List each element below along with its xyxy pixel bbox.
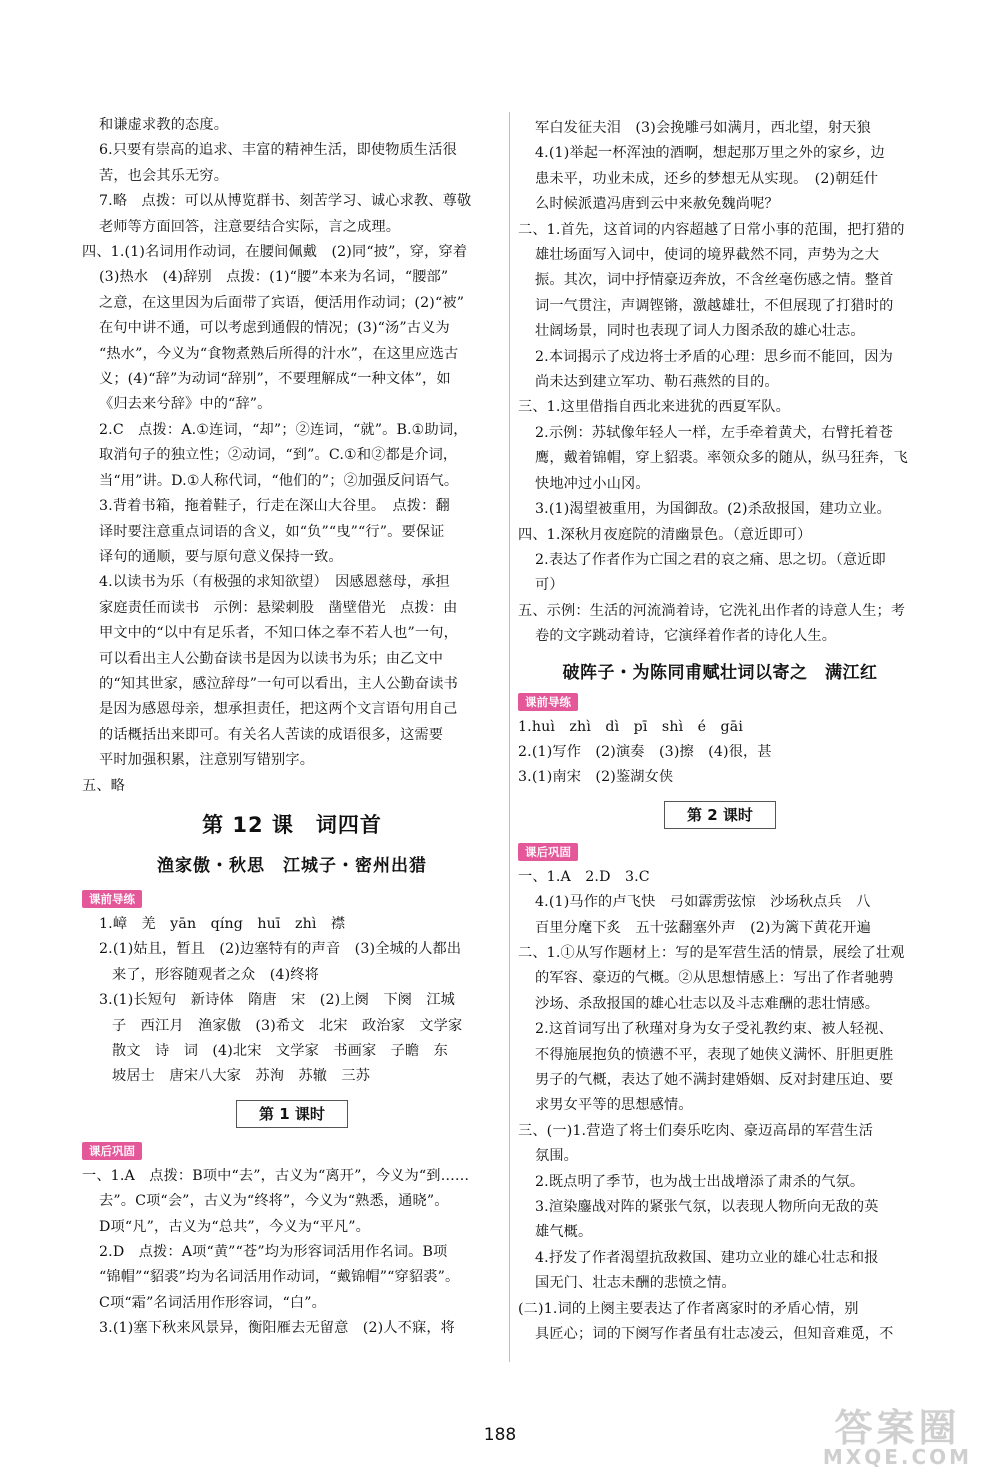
answer-line: 和谦虚求教的态度。 <box>99 117 229 133</box>
session-label: 第 1 课时 <box>236 1100 348 1128</box>
answer-line: 是因为感恩母亲，想承担责任，把这两个文言语句用自己 <box>99 701 458 718</box>
answer-line: 求男女平等的思想感情。 <box>535 1097 693 1114</box>
watermark-url: MXQE.COM <box>822 1445 973 1469</box>
answer-line: 雄气概。 <box>535 1224 593 1241</box>
answer-line: 《归去来兮辞》中的“辞”。 <box>99 396 272 413</box>
answer-line: 甲文中的“以中有足乐者，不知口体之奉不若人也”一句， <box>99 625 458 642</box>
post-lesson-answers <box>82 1164 502 1342</box>
post-lesson-answers <box>518 865 922 1348</box>
page-number: 188 <box>483 1425 517 1445</box>
answer-line: 词一气贯注，声调铿锵，激越雄壮，不但展现了打猎时的 <box>535 297 894 314</box>
answer-line: 3.渲染鏖战对阵的紧张气氛，以表现人物所向无敌的英 <box>535 1199 879 1216</box>
section-tag-post: 课后巩固 <box>82 1142 142 1160</box>
section-tag-pre: 课前导练 <box>82 890 142 908</box>
answer-line: 3.(1)南宋 (2)鉴湖女侠 <box>518 769 674 786</box>
answer-line: 患未平，功业未成，还乡的梦想无从实现。 (2)朝廷什 <box>535 170 879 187</box>
answer-line: 一、1.A 点拨：B项中“去”，古义为“离开”，今义为“到…… <box>82 1167 470 1184</box>
answer-line: 军白发征夫泪 (3)会挽雕弓如满月，西北望，射天狼 <box>535 120 871 136</box>
answer-line: 氛围。 <box>535 1148 579 1165</box>
right-column <box>518 116 922 1347</box>
answer-line: D项“凡”，古义为“总共”，今义为“平凡”。 <box>99 1218 371 1235</box>
answer-line: 译时要注意重点词语的含义，如“负”“曳”“行”。要保证 <box>99 523 445 540</box>
answer-line: 4.(1)马作的卢飞快 弓如霹雳弦惊 沙场秋点兵 八 <box>535 894 871 911</box>
answer-line: 五、示例：生活的河流淌着诗，它洗礼出作者的诗意人生；考 <box>518 602 906 619</box>
pre-lesson-answers <box>518 715 922 791</box>
answer-line: 的“知其世家，感泣辞母”一句可以看出，主人公勤奋读书 <box>99 675 458 692</box>
section-tag-post: 课后巩固 <box>518 843 578 861</box>
watermark-logo-text: 答案圈 <box>834 1406 961 1450</box>
answer-line: 苦，也会其乐无穷。 <box>99 167 229 184</box>
left-column <box>82 113 502 1342</box>
right-answers-block <box>518 116 922 650</box>
answer-line: 2.C 点拨：A.①连词，“却”；②连词，“就”。B.①助词， <box>99 421 468 438</box>
section-tag-pre: 课前导练 <box>518 693 578 711</box>
answer-line: 三、(一)1.营造了将士们奏乐吃肉、豪迈高昂的军营生活 <box>518 1122 873 1139</box>
answer-line: 2.(1)姑且，暂且 (2)边塞特有的声音 (3)全城的人都出 <box>99 941 462 958</box>
answer-line: 一、1.A 2.D 3.C <box>518 868 650 885</box>
poem-title: 破阵子・为陈同甫赋壮词以寄之 满江红 <box>562 662 878 683</box>
answer-line: 义；(4)“辞”为动词“辞别”，不要理解成“一种文体”，如 <box>99 371 451 388</box>
answer-line: 的话概括出来即可。有关名人苦读的成语很多，这需要 <box>99 726 444 743</box>
answer-line: 1.huì zhì dì pī shì é gāi <box>518 718 744 735</box>
column-divider <box>509 112 510 1362</box>
answer-line: 么时候派遣冯唐到云中来赦免魏尚呢？ <box>535 196 779 213</box>
pre-lesson-answers <box>82 912 502 1090</box>
answer-line: 平时加强积累，注意别写错别字。 <box>99 752 315 769</box>
answer-line: 2.(1)写作 (2)演奏 (3)擦 (4)很，甚 <box>518 743 772 760</box>
answer-line: 3.(1)长短句 新诗体 隋唐 宋 (2)上阕 下阕 江城 <box>99 992 456 1009</box>
answer-line: 男子的气概，表达了她不满封建婚姻、反对封建压迫、要 <box>535 1072 894 1088</box>
answer-line: “锦帽”“貂裘”均为名词活用作动词，“戴锦帽”“穿貂裘”。 <box>99 1269 460 1286</box>
watermark-logo <box>805 1395 990 1473</box>
answer-line: 三、1.这里借指自西北来进犹的西夏军队。 <box>518 399 790 416</box>
answer-line: 子 西江月 渔家傲 (3)希文 北宋 政治家 文学家 <box>112 1017 463 1034</box>
answer-line: 在句中讲不通，可以考虑到通假的情况；(3)“汤”古义为 <box>99 320 450 337</box>
answer-line: 当“用”讲。D.①人称代词，“他们的”；②加强反问语气。 <box>99 472 459 489</box>
answer-line: 鹰，戴着锦帽，穿上貂裘。率领众多的随从，纵马狂奔，飞 <box>535 450 908 467</box>
answer-line: 2.既点明了季节，也为战士出战增添了肃杀的气氛。 <box>535 1173 865 1190</box>
answer-line: 译句的通顺，要与原句意义保持一致。 <box>99 548 343 565</box>
session-label: 第 2 课时 <box>664 801 776 829</box>
answer-line: 国无门、壮志未酬的悲愤之情。 <box>535 1275 736 1292</box>
answer-line: 1.嶂 羌 yān qíng huī zhì 襟 <box>99 915 346 932</box>
answer-line: 老师等方面回答，注意要结合实际，言之成理。 <box>99 218 401 235</box>
answer-line: 2.D 点拨：A项“黄”“苍”均为形容词活用作名词。B项 <box>99 1244 448 1261</box>
answer-line: 散文 诗 词 (4)北宋 文学家 书画家 子瞻 东 <box>112 1043 448 1059</box>
answer-line: 3.(1)塞下秋来风景异，衡阳雁去无留意 (2)人不寐，将 <box>99 1320 456 1337</box>
poem-title: 渔家傲・秋思 江城子・密州出猎 <box>157 855 427 876</box>
answer-line: 壮阔场景，同时也表现了词人力图杀敌的雄心壮志。 <box>535 323 865 340</box>
answer-line: 7.略 点拨：可以从博览群书、刻苦学习、诚心求教、尊敬 <box>99 193 472 210</box>
answer-line: (3)热水 (4)辞别 点拨：(1)“腰”本来为名词，“腰部” <box>99 269 449 286</box>
answer-line: 卷的文字跳动着诗，它演绎着作者的诗化人生。 <box>535 628 837 645</box>
answer-line: 二、1.①从写作题材上：写的是军营生活的情景，展绘了壮观 <box>518 944 905 961</box>
answer-line: 四、1.(1)名词用作动词，在腰间佩戴 (2)同“披”，穿，穿着 <box>82 244 468 261</box>
answer-line: 可以看出主人公勤奋读书是因为以读书为乐；由乙文中 <box>99 650 444 667</box>
answer-line: 2.示例：苏轼像年轻人一样，左手牵着黄犬，右臂托着苍 <box>535 424 893 441</box>
answer-line: 来了，形容随观者之众 (4)终将 <box>112 966 319 983</box>
answer-line: 具匠心；词的下阕写作者虽有壮志凌云，但知音难觅，不 <box>535 1326 894 1343</box>
answer-line: 4.抒发了作者渴望抗敌救国、建功立业的雄心壮志和报 <box>535 1249 879 1266</box>
answer-line: 的军容、豪迈的气概。②从思想情感上：写出了作者驰骋 <box>535 970 894 987</box>
answer-line: 沙场、杀敌报国的雄心壮志以及斗志难酬的悲壮情感。 <box>535 995 880 1012</box>
answer-line: 二、1.首先，这首词的内容超越了日常小事的范围，把打猎的 <box>518 221 905 238</box>
answer-line: 坡居士 唐宋八大家 苏洵 苏辙 三苏 <box>112 1068 371 1085</box>
answer-line: (二)1.词的上阕主要表达了作者离家时的矛盾心情，别 <box>518 1300 859 1317</box>
answer-line: 3.背着书箱，拖着鞋子，行走在深山大谷里。 点拨：翻 <box>99 498 450 515</box>
answer-line: 去”。C项“会”，古义为“终将”，今义为“熟悉，通晓”。 <box>99 1193 449 1210</box>
answer-line: 百里分麾下炙 五十弦翻塞外声 (2)为篱下黄花开遍 <box>535 919 871 936</box>
answer-line: 2.这首词写出了秋瑾对身为女子受礼教约束、被人轻视、 <box>535 1021 893 1038</box>
answer-line: 快地冲过小山冈。 <box>535 475 650 492</box>
answer-line: 2.表达了作者作为亡国之君的哀之痛、思之切。（意近即 <box>535 551 886 568</box>
answer-line: “热水”，今义为“食物煮熟后所得的汁水”，在这里应选古 <box>99 345 459 362</box>
left-answers-block <box>82 113 502 799</box>
answer-line: 取消句子的独立性；②动词，“到”。C.①和②都是介词， <box>99 447 458 464</box>
answer-line: 2.本词揭示了戍边将士矛盾的心理：思乡而不能回，因为 <box>535 348 893 365</box>
answer-line: 尚未达到建立军功、勒石燕然的目的。 <box>535 374 779 391</box>
answer-line: 4.以读书为乐（有极强的求知欲望） 因感恩慈母，承担 <box>99 574 450 591</box>
answer-line: 之意，在这里因为后面带了宾语，便活用作动词；(2)“被” <box>99 294 465 311</box>
answer-line: 不得施展抱负的愤懑不平，表现了她侠义满怀、肝胆更胜 <box>535 1046 894 1063</box>
answer-line: 可） <box>535 577 564 594</box>
answer-line: 3.(1)渴望被重用，为国御敌。(2)杀敌报国，建功立业。 <box>535 501 892 518</box>
answer-line: C项“霜”名词活用作形容词，“白”。 <box>99 1294 327 1311</box>
answer-line: 家庭责任而读书 示例：悬梁刺股 凿壁借光 点拨：由 <box>99 599 458 616</box>
answer-line: 振。其次，词中抒情豪迈奔放，不含丝毫伤感之情。整首 <box>535 272 894 289</box>
answer-line: 4.(1)举起一杯浑浊的酒啊，想起那万里之外的家乡，边 <box>535 145 885 162</box>
lesson-title: 第 12 课 词四首 <box>202 812 382 837</box>
answer-line: 四、1.深秋月夜庭院的清幽景色。（意近即可） <box>518 526 812 543</box>
answer-line: 雄壮场面写入词中，使词的境界截然不同，声势为之大 <box>535 247 880 264</box>
answer-line: 6.只要有崇高的追求、丰富的精神生活，即使物质生活很 <box>99 142 457 159</box>
answer-line: 五、略 <box>82 777 126 794</box>
